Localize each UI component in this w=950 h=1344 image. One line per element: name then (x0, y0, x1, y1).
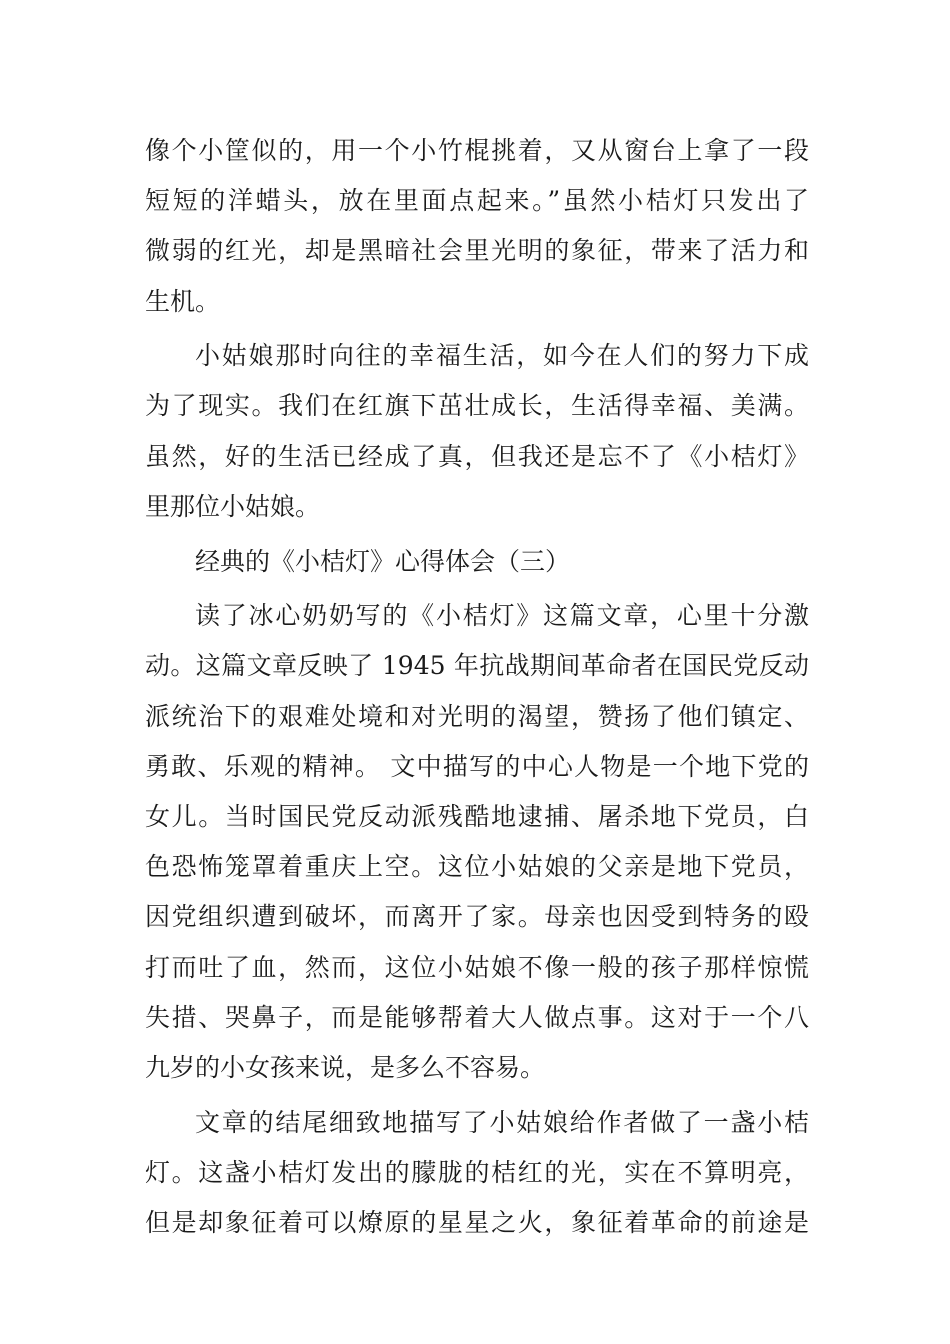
section-heading (145, 537, 809, 587)
text-line: 打而吐了血，然而，这位小姑娘不像一般的孩子那样惊慌 (145, 952, 809, 982)
text-line: 色恐怖笼罩着重庆上空。这位小姑娘的父亲是地下党员， (145, 852, 809, 882)
text-line: 勇敢、乐观的精神。 文中描写的中心人物是一个地下党的 (145, 751, 809, 781)
text-line: 小姑娘那时向往的幸福生活，如今在人们的努力下成 (195, 341, 809, 371)
text-line: 动。这篇文章反映了 1945 年抗战期间革命者在国民党反动 (145, 651, 809, 681)
text-line: 微弱的红光，却是黑暗社会里光明的象征，带来了活力和 (145, 236, 809, 266)
text-line: 因党组织遭到破坏，而离开了家。母亲也因受到特务的殴 (145, 902, 809, 932)
text-line: 但是却象征着可以燎原的星星之火，象征着革命的前途是 (145, 1207, 809, 1237)
text-line: 生机。 (145, 286, 221, 316)
text-line: 文章的结尾细致地描写了小姑娘给作者做了一盏小桔 (195, 1107, 809, 1137)
text-line: 女儿。当时国民党反动派残酷地逮捕、屠杀地下党员，白 (145, 801, 809, 831)
paragraph (145, 126, 809, 327)
paragraph (145, 1098, 809, 1249)
text-line: 派统治下的艰难处境和对光明的渴望，赞扬了他们镇定、 (145, 701, 809, 731)
text-line: 失措、哭鼻子，而是能够帮着大人做点事。这对于一个八 (145, 1002, 809, 1032)
text-line: 九岁的小女孩来说，是多么不容易。 (145, 1052, 546, 1082)
paragraph (145, 331, 809, 532)
text-line: 里那位小姑娘。 (145, 491, 321, 521)
text-line: 短短的洋蜡头，放在里面点起来。”虽然小桔灯只发出了 (145, 186, 809, 216)
text-line: 读了冰心奶奶写的《小桔灯》这篇文章，心里十分激 (195, 601, 809, 631)
text-line: 为了现实。我们在红旗下茁壮成长，生活得幸福、美满。 (145, 391, 809, 421)
text-line: 虽然，好的生活已经成了真，但我还是忘不了《小桔灯》 (145, 441, 809, 471)
body-text (145, 126, 809, 1248)
text-line: 灯。这盏小桔灯发出的朦胧的桔红的光，实在不算明亮， (145, 1157, 809, 1187)
text-line: 像个小筐似的，用一个小竹棍挑着，又从窗台上拿了一段 (145, 136, 809, 165)
paragraph (145, 591, 809, 1093)
text-line: 经典的《小桔灯》心得体会（三） (195, 546, 571, 576)
